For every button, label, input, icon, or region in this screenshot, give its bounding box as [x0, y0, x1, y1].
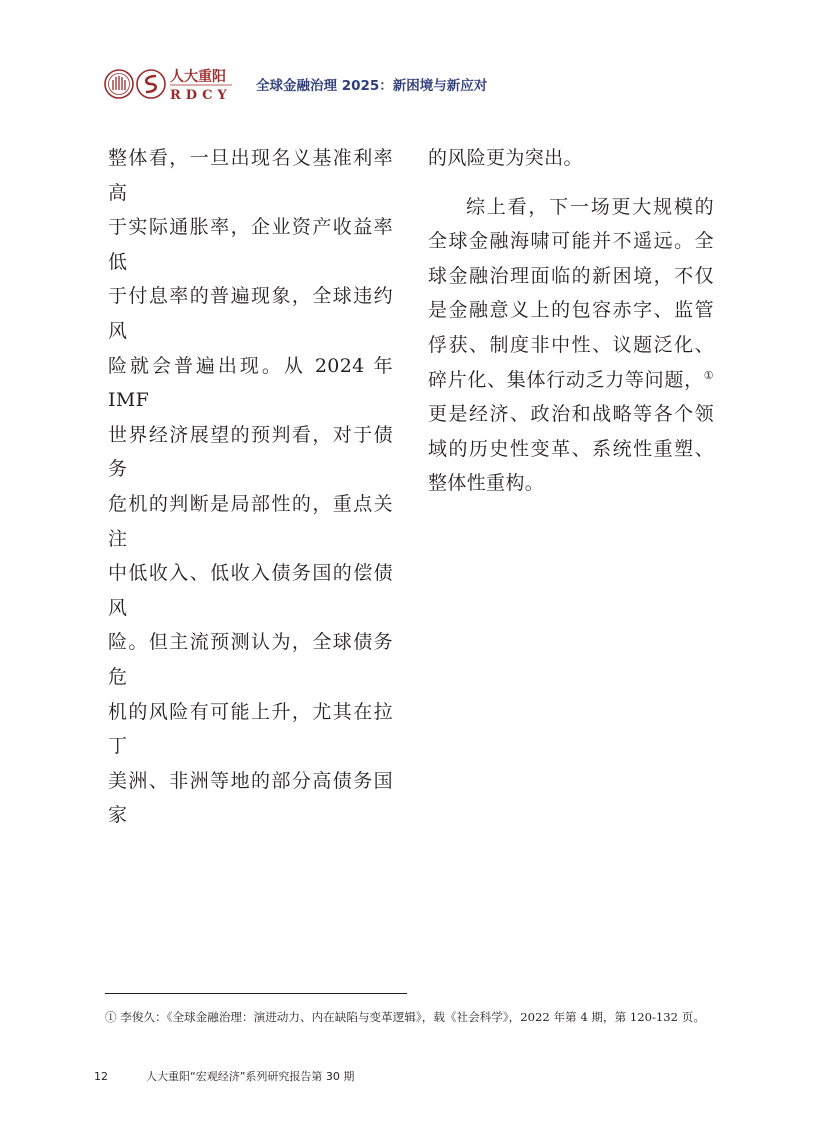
footnote-divider [105, 993, 407, 994]
footnote [105, 1008, 715, 1027]
body-line: 于付息率的普遍现象，全球违约风 [108, 285, 393, 342]
page-number: 12 [94, 1070, 108, 1083]
logo-english-text: RDCY [170, 88, 232, 102]
page-header [104, 66, 724, 102]
right-column [428, 141, 714, 501]
series-title: 人大重阳“宏观经济”系列研究报告第 30 期 [146, 1070, 355, 1083]
body-paragraph [428, 190, 714, 501]
body-line: 整体看，一旦出现名义基准利率高 [108, 147, 393, 204]
left-column [108, 141, 393, 833]
report-title: 全球金融治理 2025：新困境与新应对 [256, 78, 488, 94]
body-line: 于实际通胀率，企业资产收益率低 [108, 216, 393, 273]
page-footer [94, 1068, 354, 1084]
paragraph-text: 更是经济、政治和战略等各个领域的历史性变革、系统性重塑、整体性重构。 [428, 403, 714, 495]
body-line: 险就会普遍出现。从 2024 年 IMF [108, 354, 393, 412]
body-line: 险。但主流预测认为，全球债务危 [108, 631, 393, 688]
footnote-reference[interactable]: ① [703, 368, 714, 382]
body-line: 世界经济展望的预判看，对于债务 [108, 423, 393, 481]
body-paragraph: 的风险更为突出。 [428, 147, 583, 169]
body-line: 美洲、非洲等地的部分高债务国家 [108, 769, 393, 827]
logo-chinese-text: 人大重阳 [170, 69, 226, 85]
body-line: 危机的判断是局部性的，重点关注 [108, 492, 393, 550]
footnote-text: 李俊久：《全球金融治理：演进动力、内在缺陷与变革逻辑》，载《社会科学》，2022 年第 4 期，第 120-132 页。 [116, 1010, 705, 1024]
body-line: 中低收入、低收入债务国的偿债风 [108, 562, 393, 619]
body-line: 机的风险有可能上升，尤其在拉丁 [108, 700, 393, 758]
paragraph-text: 综上看，下一场更大规模的全球金融海啸可能并不遥远。全球金融治理面临的新困境，不仅是金融意义上的包容赤字、监管俘获、制度非中性、议题泛化、碎片化、集体行动乏力等问题， [428, 195, 714, 391]
footnote-marker: ① [105, 1010, 117, 1024]
rdcy-logo [104, 66, 234, 102]
